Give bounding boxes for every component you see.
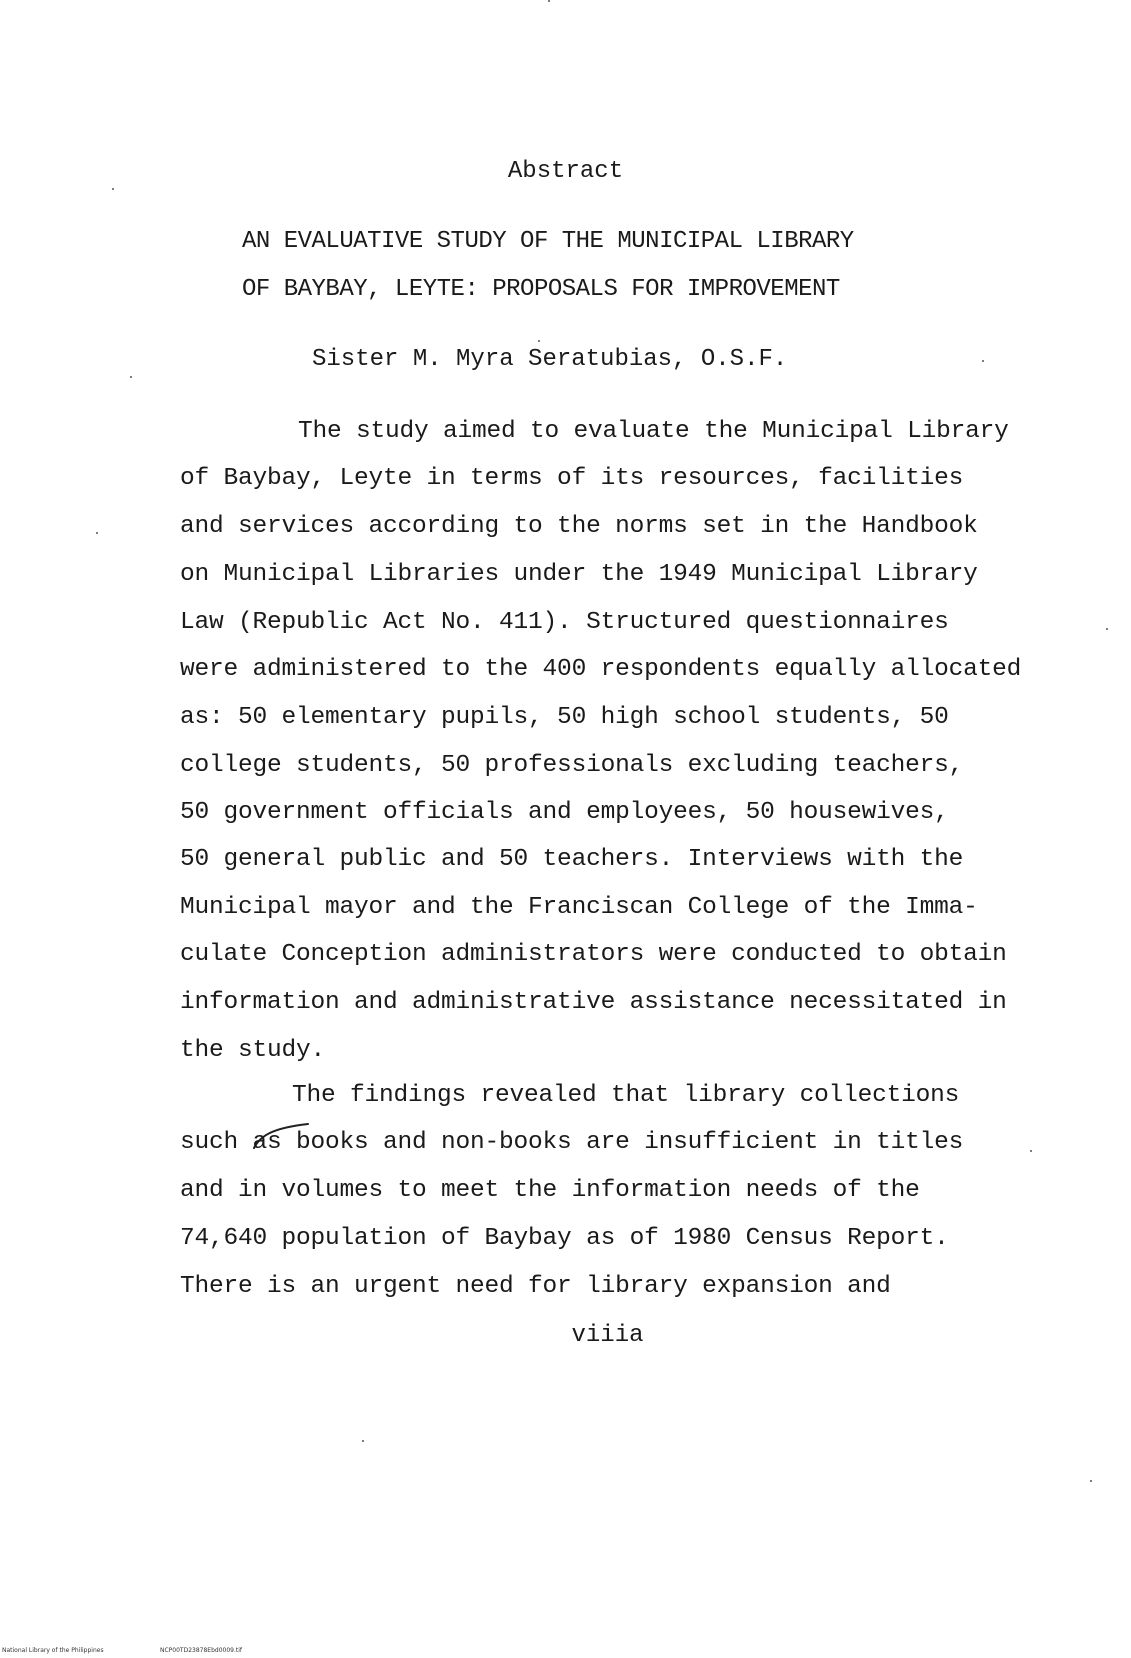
paragraph-line: and in volumes to meet the information needs of the — [180, 1177, 920, 1204]
paragraph-line: The findings revealed that library collections — [292, 1082, 960, 1109]
scan-speck — [130, 376, 132, 378]
author-line: Sister M. Myra Seratubias, O.S.F. — [312, 346, 788, 373]
paragraph-line: The study aimed to evaluate the Municipal Library — [298, 418, 1009, 445]
paragraph-line: 74,640 population of Baybay as of 1980 Census Report. — [180, 1225, 949, 1252]
paragraph-line: college students, 50 professionals excluding teachers, — [180, 752, 964, 779]
paragraph-line: were administered to the 400 respondents equally allocated — [180, 656, 1022, 683]
paragraph-line: 50 general public and 50 teachers. Interviews with the — [180, 846, 964, 873]
paragraph-line: culate Conception administrators were conducted to obtain — [180, 941, 1007, 968]
paragraph-line: of Baybay, Leyte in terms of its resources, facilities — [180, 465, 964, 492]
scan-speck — [362, 1440, 364, 1442]
paragraph-line: the study. — [180, 1037, 326, 1064]
paragraph-line: Law (Republic Act No. 411). Structured questionnaires — [180, 609, 949, 636]
footer-left: National Library of the Philippines — [2, 1647, 104, 1654]
scan-speck — [112, 188, 114, 190]
abstract-heading: Abstract — [507, 158, 624, 185]
title-line-2: OF BAYBAY, LEYTE: PROPOSALS FOR IMPROVEMENT — [242, 276, 840, 303]
title-line-1: AN EVALUATIVE STUDY OF THE MUNICIPAL LIBRARY — [242, 228, 854, 255]
scan-speck — [1030, 1150, 1032, 1152]
paragraph-line: such as books and non-books are insufficient in titles — [180, 1129, 964, 1156]
paragraph-line: There is an urgent need for library expansion and — [180, 1273, 891, 1300]
paragraph-line: information and administrative assistance necessitated in — [180, 989, 1007, 1016]
footer-right: NCP00TD23878Ebd0009.tif — [160, 1647, 243, 1654]
scan-speck — [1090, 1480, 1092, 1482]
paragraph-line: 50 government officials and employees, 50 housewives, — [180, 799, 949, 826]
scan-speck — [538, 340, 540, 342]
page-number: viiia — [571, 1322, 644, 1349]
scan-speck — [982, 360, 984, 362]
scan-speck — [96, 532, 98, 534]
paragraph-line: as: 50 elementary pupils, 50 high school students, 50 — [180, 704, 949, 731]
scan-speck — [548, 0, 550, 2]
paragraph-line: on Municipal Libraries under the 1949 Municipal Library — [180, 561, 978, 588]
paragraph-line: and services according to the norms set in the Handbook — [180, 513, 978, 540]
paragraph-line: Municipal mayor and the Franciscan College of the Imma- — [180, 894, 978, 921]
scan-speck — [1106, 628, 1108, 630]
